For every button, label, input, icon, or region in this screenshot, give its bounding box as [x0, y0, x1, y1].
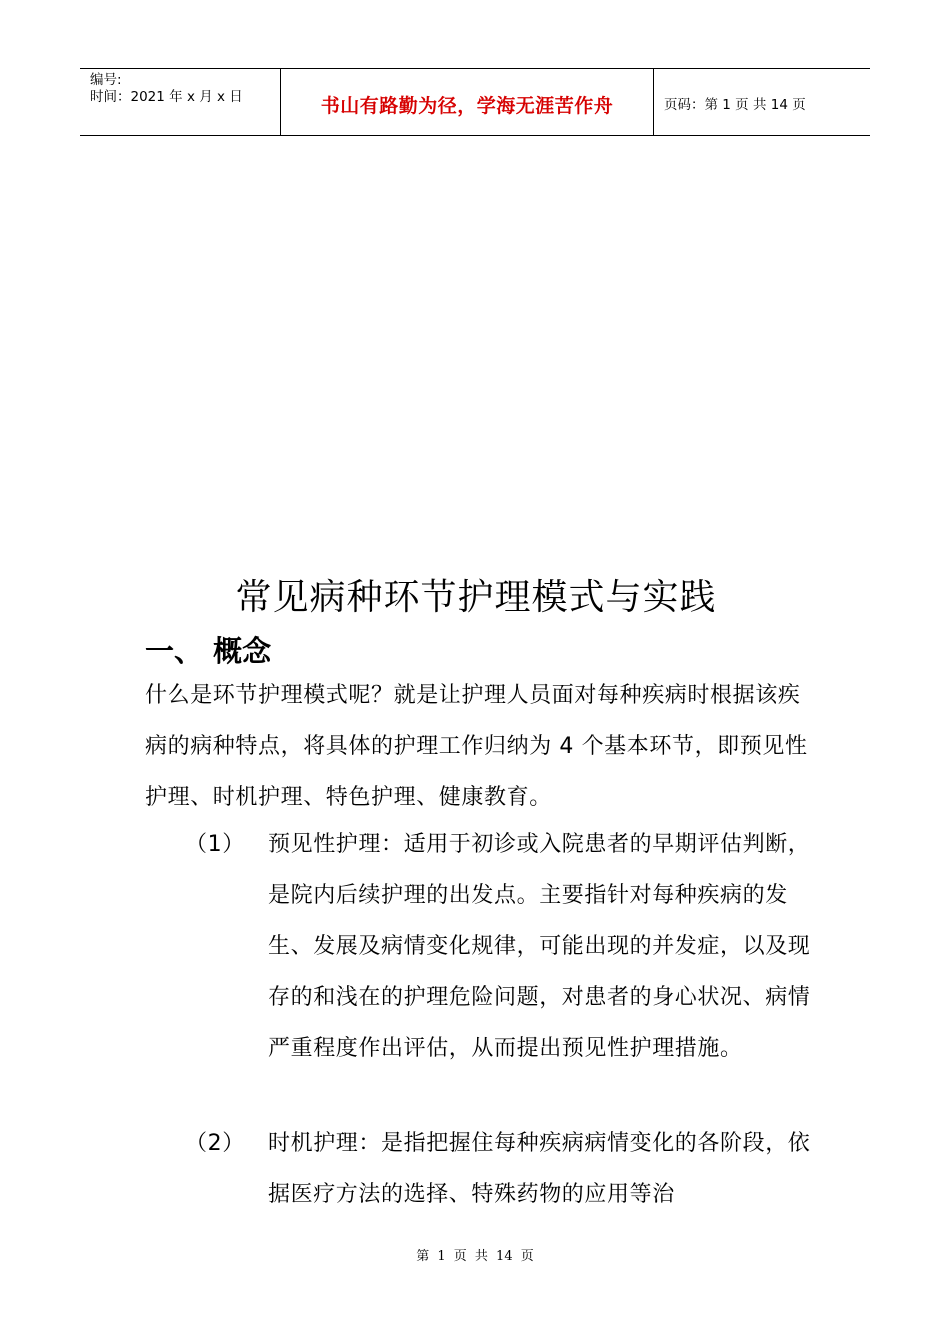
motto-text: 书山有路勤为径，学海无涯苦作舟	[320, 94, 614, 117]
page-code-text: 页码：第 1 页 共 14 页	[664, 97, 806, 113]
document-title: 常见病种环节护理模式与实践	[235, 577, 717, 618]
header-motto-cell	[281, 69, 654, 135]
list-item-number: （1）	[185, 832, 245, 857]
serial-number-label: 编号:	[90, 72, 122, 88]
section-heading: 一、 概念	[145, 634, 272, 668]
list-item-text: 时机护理：是指把握住每种疾病病情变化的各阶段，依据医疗方法的选择、特殊药物的应用等治	[268, 1131, 811, 1207]
list-item-text: 预见性护理：适用于初诊或入院患者的早期评估判断，是院内后续护理的出发点。主要指针对每种疾病的发生、发展及病情变化规律，可能出现的并发症，以及现存的和浅在的护理危险问题，对患者的身心状况、病情严重程度作出评估，从而提出预见性护理措施。	[268, 832, 811, 1061]
page-footer: 第 1 页 共 14 页	[416, 1249, 534, 1264]
list-item-number: （2）	[185, 1131, 245, 1156]
date-label: 时间：2021 年 x 月 x 日	[90, 89, 243, 105]
header-page-code	[654, 69, 870, 135]
list-item	[185, 1118, 810, 1228]
header-meta	[80, 69, 281, 135]
intro-paragraph: 什么是环节护理模式呢？就是让护理人员面对每种疾病时根据该疾病的病种特点，将具体的护理工作归纳为 4 个基本环节，即预见性护理、时机护理、特色护理、健康教育。	[145, 683, 808, 810]
page-header	[80, 68, 870, 136]
list-item	[185, 819, 810, 1129]
